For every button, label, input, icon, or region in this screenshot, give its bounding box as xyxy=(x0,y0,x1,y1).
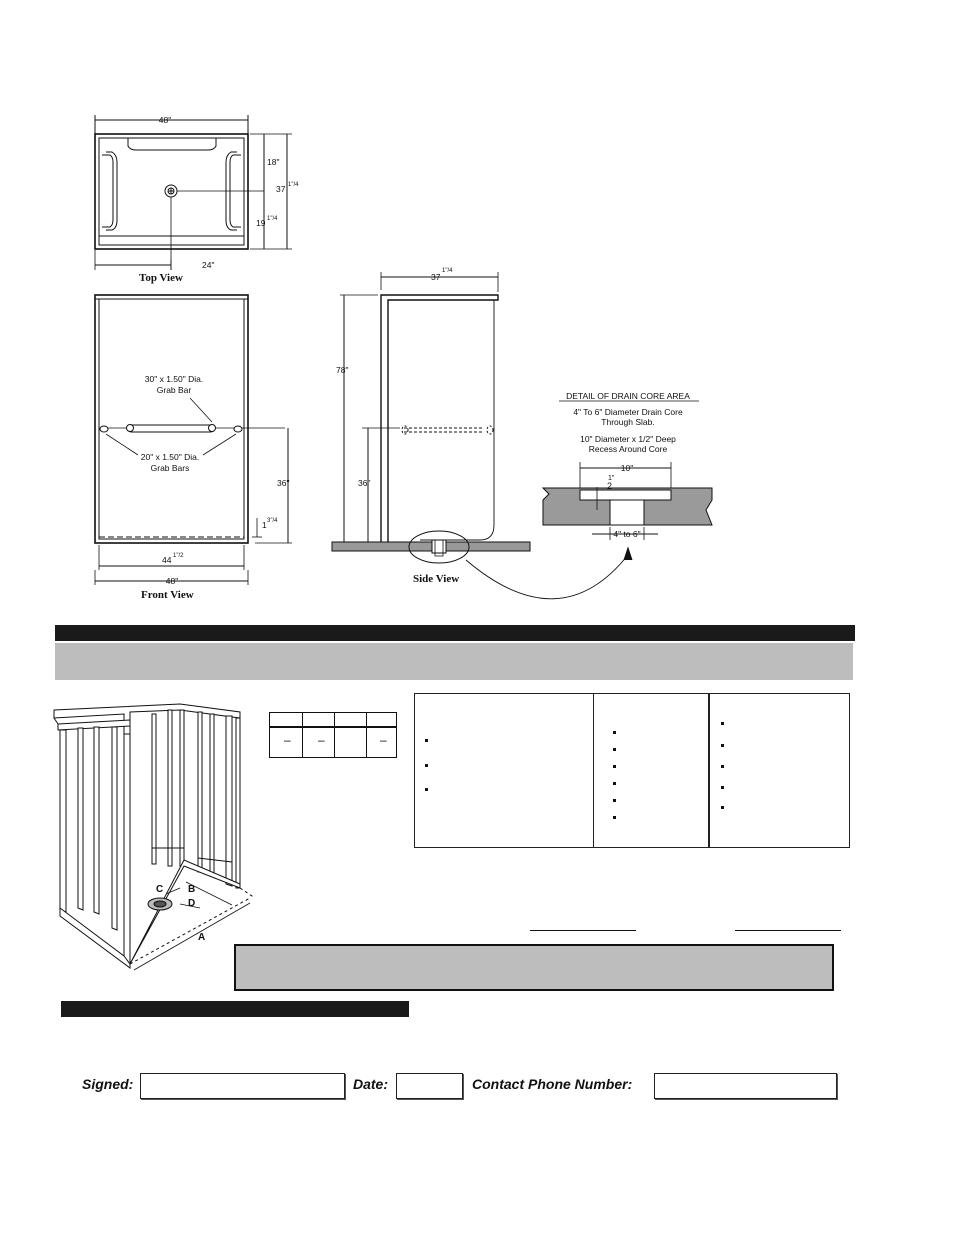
top-18-dim: 18" xyxy=(267,157,280,167)
drain-10-dim: 10" xyxy=(620,463,634,473)
bullet xyxy=(721,786,724,789)
framing-illustration xyxy=(50,698,265,978)
blank-line-2[interactable] xyxy=(735,930,841,931)
bullet xyxy=(721,744,724,747)
framing-label-c: C xyxy=(156,884,164,895)
signature-section-bar xyxy=(61,1001,409,1017)
grab-bar-top-label-1: 30" x 1.50" Dia. xyxy=(144,374,204,384)
front-view-title: Front View xyxy=(141,589,194,601)
bullet xyxy=(613,799,616,802)
bullet xyxy=(613,782,616,785)
front-36-dim: 36" xyxy=(277,478,290,488)
side-36-dim: 36" xyxy=(358,478,371,488)
blank-line-1[interactable] xyxy=(530,930,636,931)
bullet xyxy=(613,731,616,734)
checklist-box-3 xyxy=(708,693,850,848)
front-1-dim: 1 xyxy=(262,520,267,530)
top-view-diagram xyxy=(95,115,292,270)
framing-label-b: B xyxy=(188,884,196,895)
top-19-dim: 19 xyxy=(256,218,266,228)
drain-detail-line1: 4" To 6" Diameter Drain Core xyxy=(573,407,683,417)
bullet xyxy=(721,722,724,725)
top-view-title: Top View xyxy=(139,272,183,284)
side-view-title: Side View xyxy=(413,573,460,585)
front-44-frac: 1"/2 xyxy=(173,553,184,559)
grab-bar-top-label-2: Grab Bar xyxy=(156,385,192,395)
drain-detail-line4: Recess Around Core xyxy=(588,444,668,454)
table-cell-a: – xyxy=(284,733,291,747)
side-37-dim: 37 xyxy=(431,272,441,282)
bullet xyxy=(721,806,724,809)
table-cell-d: – xyxy=(380,733,387,747)
notice-box xyxy=(234,944,834,991)
table-cell-b: – xyxy=(318,733,325,747)
signed-field[interactable] xyxy=(140,1073,345,1099)
drain-detail-title: DETAIL OF DRAIN CORE AREA xyxy=(566,391,690,401)
date-label: Date: xyxy=(353,1076,389,1092)
dimensions-table xyxy=(269,712,397,758)
bullet xyxy=(721,765,724,768)
phone-field[interactable] xyxy=(654,1073,837,1099)
drain-half-den: 2 xyxy=(607,481,613,491)
date-field[interactable] xyxy=(396,1073,463,1099)
bullet xyxy=(425,739,428,742)
drain-detail-line3: 10" Diameter x 1/2" Deep xyxy=(580,434,676,444)
top-37-dim: 37 xyxy=(276,184,286,194)
grab-bars-label-2: Grab Bars xyxy=(150,463,190,473)
front-1-frac: 3"/4 xyxy=(267,518,278,524)
side-78-dim: 78" xyxy=(336,365,349,375)
front-44-dim: 44 xyxy=(162,555,172,565)
checklist-box-1 xyxy=(414,693,594,848)
framing-label-d: D xyxy=(188,898,196,909)
bullet xyxy=(425,788,428,791)
bullet xyxy=(613,765,616,768)
framing-label-a: A xyxy=(198,932,206,943)
section-header-bar xyxy=(55,625,855,641)
front-view-diagram xyxy=(95,295,292,585)
drain-half-num: 1" xyxy=(608,475,615,482)
checklist-box-2 xyxy=(593,693,710,848)
drain-4-6-dim: 4" to 6" xyxy=(613,529,641,539)
top-width-dim: 48" xyxy=(158,115,172,125)
bullet xyxy=(613,748,616,751)
top-19-frac: 1"/4 xyxy=(267,216,278,222)
bullet xyxy=(425,764,428,767)
bullet xyxy=(613,816,616,819)
drain-detail-line2: Through Slab. xyxy=(601,417,655,427)
top-37-frac: 1"/4 xyxy=(288,182,299,188)
side-37-frac: 1"/4 xyxy=(442,268,453,274)
signed-label: Signed: xyxy=(82,1076,134,1092)
section-subheader-bar xyxy=(55,643,853,680)
top-24-dim: 24" xyxy=(202,260,215,270)
grab-bars-label-1: 20" x 1.50" Dia. xyxy=(140,452,200,462)
front-48-dim: 48" xyxy=(165,576,179,586)
phone-label: Contact Phone Number: xyxy=(472,1076,633,1092)
